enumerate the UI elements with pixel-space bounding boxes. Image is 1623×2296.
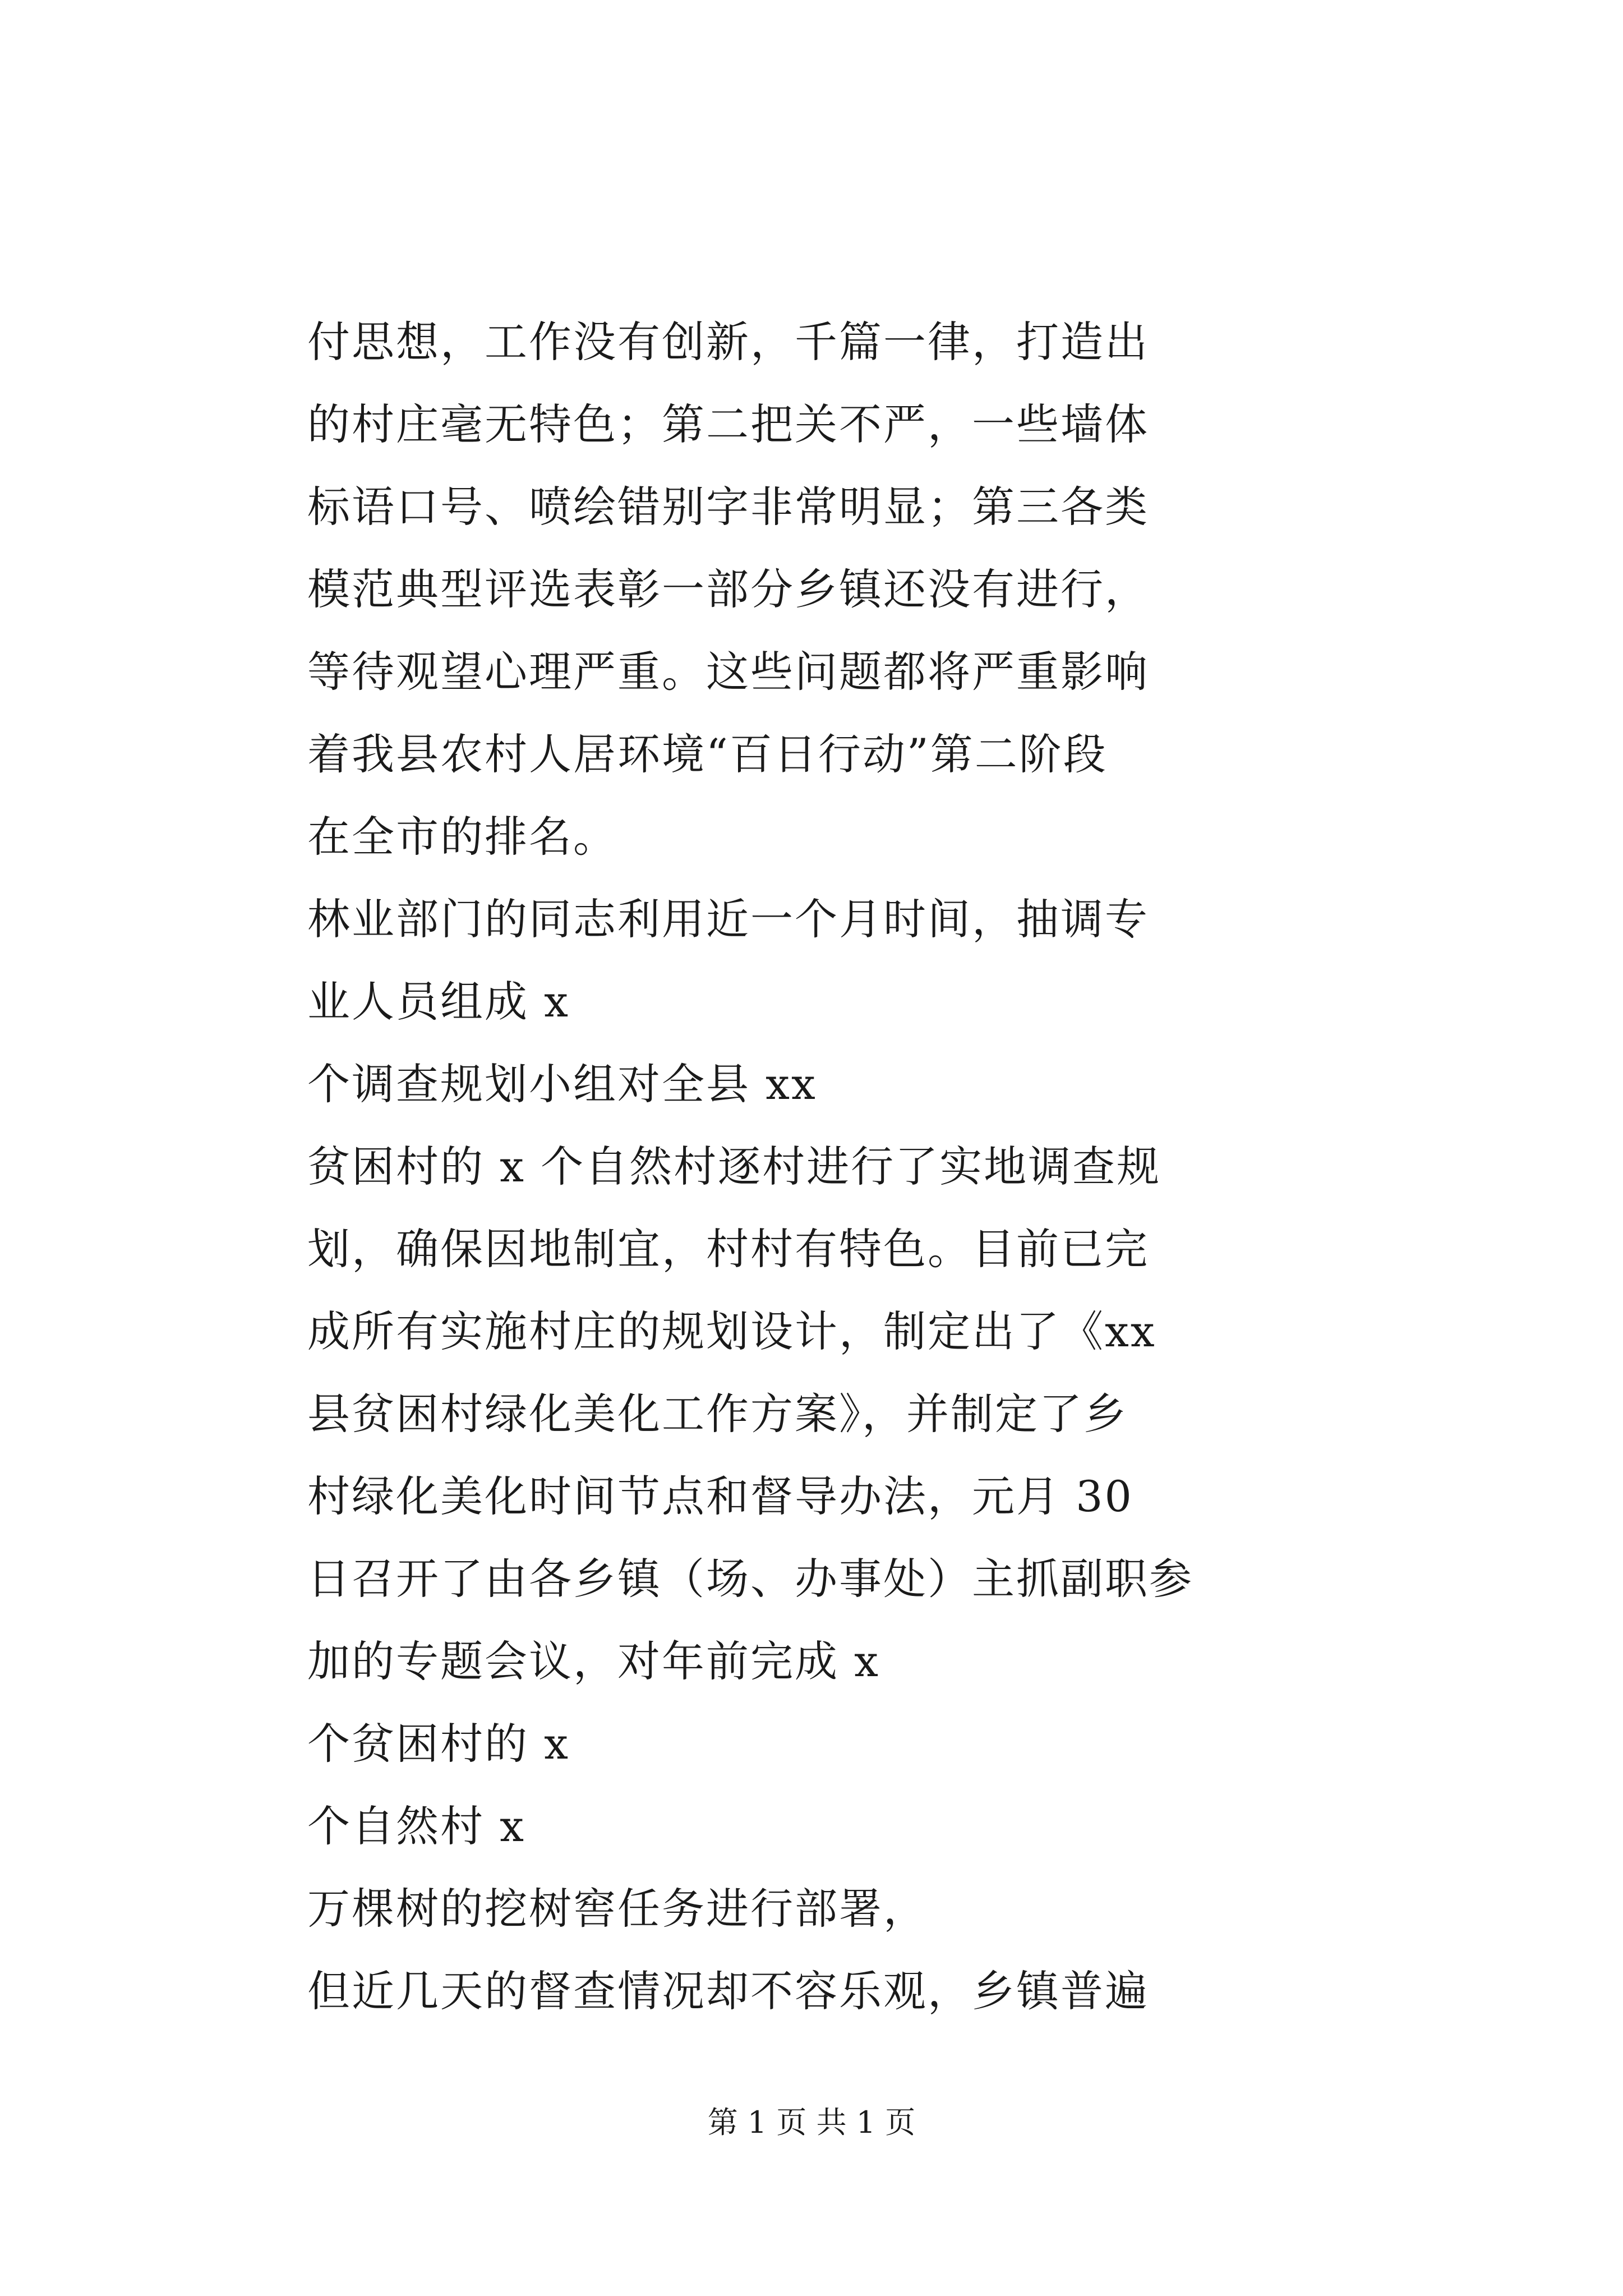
text-line: 付思想，工作没有创新，千篇一律，打造出 [307, 317, 1149, 367]
text-line: 日召开了由各乡镇（场、办事处）主抓副职参 [307, 1554, 1193, 1604]
text-line: 着我县农村人居环境“百日行动”第二阶段 [307, 729, 1108, 779]
text-line: 的村庄毫无特色；第二把关不严，一些墙体 [307, 399, 1149, 449]
text-line: 个自然村 x [307, 1801, 526, 1851]
text-line: 个调查规划小组对全县 xx [307, 1059, 817, 1109]
text-line: 划，确保因地制宜，村村有特色。目前已完 [307, 1224, 1149, 1274]
text-line: 成所有实施村庄的规划设计，制定出了《xx [307, 1306, 1156, 1356]
text-line: 但近几天的督查情况却不容乐观，乡镇普遍 [307, 1966, 1149, 2016]
text-line: 加的专题会议，对年前完成 x [307, 1636, 880, 1686]
text-line: 业人员组成 x [307, 977, 570, 1027]
text-line: 个贫困村的 x [307, 1719, 570, 1769]
text-line: 村绿化美化时间节点和督导办法，元月 30 [307, 1471, 1133, 1521]
text-line: 标语口号、喷绘错别字非常明显；第三各类 [307, 482, 1149, 532]
text-line: 模范典型评选表彰一部分乡镇还没有进行， [307, 564, 1149, 614]
text-line: 万棵树的挖树窖任务进行部署， [307, 1884, 928, 1934]
text-line: 县贫困村绿化美化工作方案》，并制定了乡 [307, 1389, 1128, 1439]
text-line: 等待观望心理严重。这些问题都将严重影响 [307, 647, 1149, 697]
text-line: 林业部门的同志利用近一个月时间，抽调专 [307, 894, 1149, 944]
text-line: 贫困村的 x 个自然村逐村进行了实地调查规 [307, 1142, 1161, 1191]
text-line: 在全市的排名。 [307, 812, 617, 862]
body-text [307, 301, 1205, 2032]
page-footer: 第 1 页 共 1 页 [707, 2105, 916, 2140]
